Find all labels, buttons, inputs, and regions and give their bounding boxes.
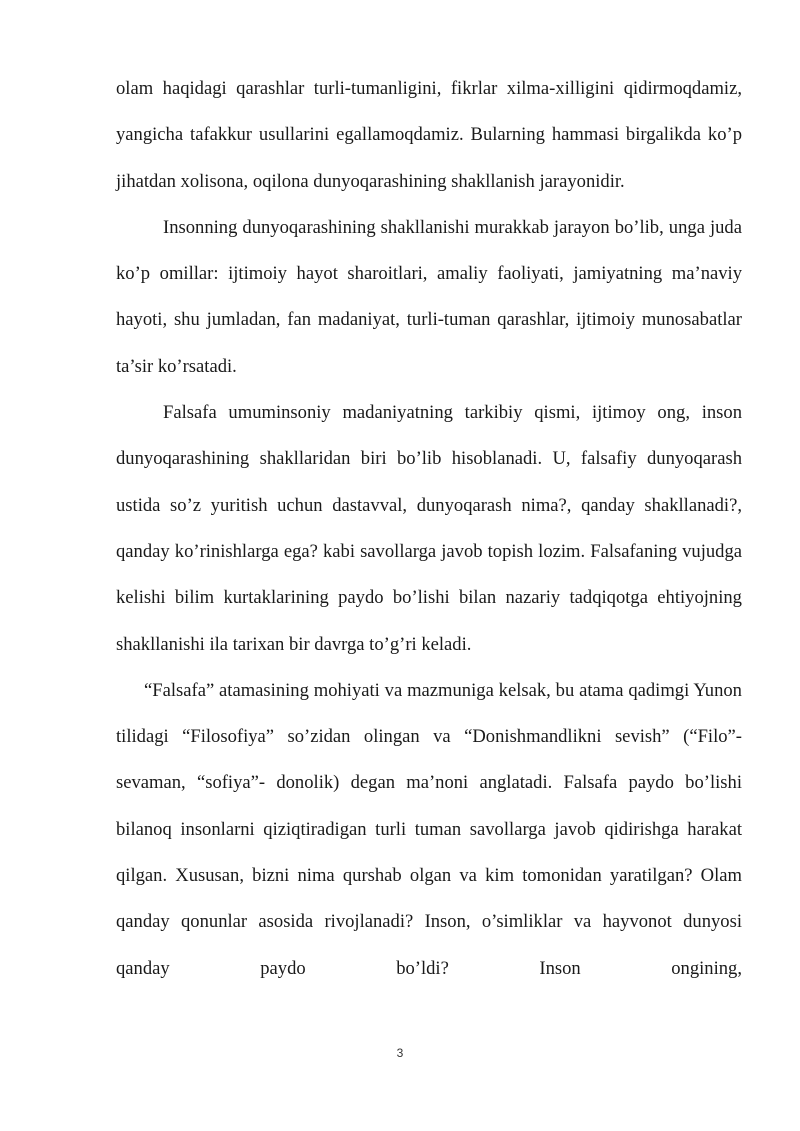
text-line: “Falsafa” atamasining mohiyati va mazmuniga kelsak, bu atama qadimgi [144,679,690,701]
text-line: Insonning dunyoqarashining shakllanishi murakkab jarayon bo’lib, [163,216,664,238]
paragraph-4 [116,668,742,992]
paragraph-3 [116,390,742,668]
text-line: unga juda ko’p omillar: ijtimoiy hayot sharoitlari, amaliy faoliyati, jamiyatning [116,216,742,285]
text-line: ma’naviy hayoti, shu jumladan, fan madaniyat, turli-tuman qarashlar, ijtimoiy [116,263,742,331]
text-line: munosabatlar ta’sir ko’rsatadi. [116,309,742,377]
paragraph-2 [116,205,742,390]
text-line: tomonidan yaratilgan? Olam qanday qonunlar asosida rivojlanadi? Inson, [116,865,742,933]
text-line: Falsafa umuminsoniy madaniyatning tarkibiy qismi, ijtimoy ong, inson [163,402,742,424]
body-text [116,66,742,992]
text-line: o’simliklar va hayvonot dunyosi qanday paydo bo’ldi? Inson ongining, [116,911,742,979]
text-line: Yunon tilidagi “Filosofiya” so’zidan olingan va “Donishmandlikni sevish” [116,679,742,748]
paragraph-1 [116,66,742,205]
text-line: vujudga kelishi bilim kurtaklarining paydo bo’lishi bilan nazariy tadqiqotga [116,540,742,609]
page-number: 3 [396,1046,404,1060]
text-line: ustida so’z yuritish uchun dastavval, dunyoqarash nima?, qanday shakllanadi?, [116,494,742,516]
text-line: shakllanish jarayonidir. [451,170,625,192]
text-line: qidirmoqdamiz, yangicha tafakkur usullarini egallamoqdamiz. Bularning [116,78,742,146]
text-line: hammasi birgalikda ko’p jihatdan xolisona, oqilona dunyoqarashining [116,124,742,192]
text-line: qanday ko’rinishlarga ega? kabi savollarga javob topish lozim. Falsafaning [116,540,677,562]
text-line: dunyoqarashining shakllaridan biri bo’lib hisoblanadi. U, falsafiy dunyoqarash [116,448,742,470]
text-line: ehtiyojning shakllanishi ila tarixan bir davrga to’g’ri keladi. [116,587,742,655]
text-line: bo’lishi bilanoq insonlarni qiziqtiradigan turli tuman savollarga javob [116,772,742,840]
text-line: olam haqidagi qarashlar turli-tumanligini, fikrlar xilma-xilligini [116,78,615,99]
text-line: (“Filo”- sevaman, “sofiya”- donolik) degan ma’noni anglatadi. Falsafa paydo [116,726,742,794]
text-line: qidirishga harakat qilgan. Xususan, bizni nima qurshab olgan va kim [116,818,743,887]
